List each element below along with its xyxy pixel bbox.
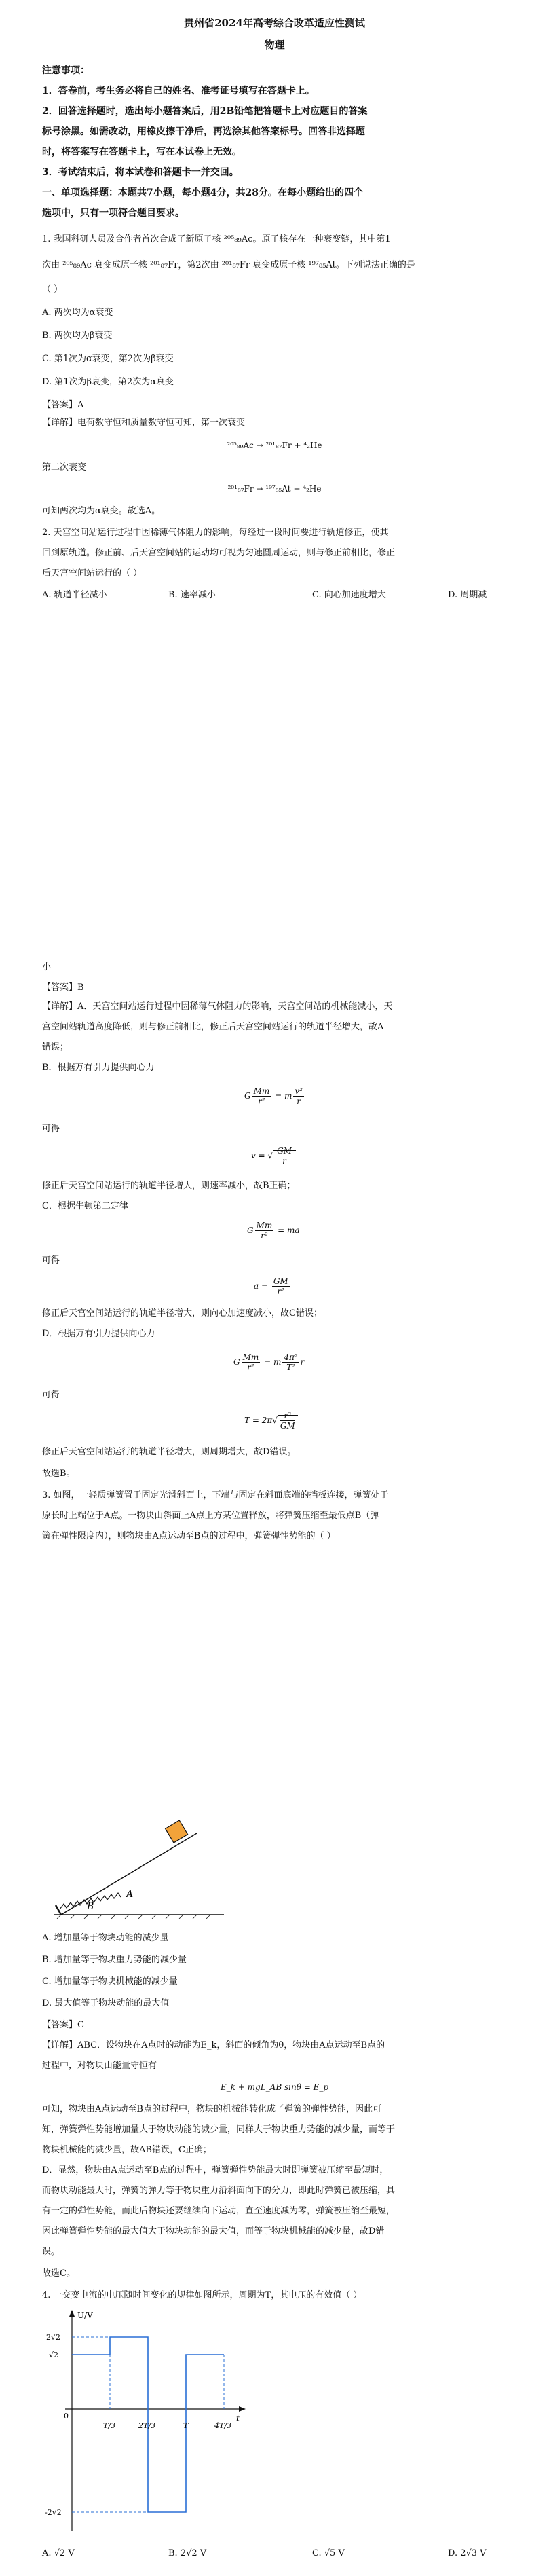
q1-detail: 第二次衰变: [42, 462, 87, 473]
q3-detail: D．显然，物块由A点运动至B点的过程中，弹簧弹性势能最大时即弹簧被压缩至最短时，: [42, 2165, 389, 2175]
section-heading: 一、单项选择题：本题共7小题，每小题4分，共28分。在每小题给出的四个: [42, 187, 363, 198]
q2-option-c: C. 向心加速度增大: [312, 590, 386, 600]
x-tick-t: T: [183, 2421, 189, 2430]
q1-stem: 1. 我国科研人员及合作者首次合成了新原子核 ²⁰⁵₈₉Ac。原子核存在一种衰变链，其中第1: [42, 234, 391, 244]
q3-detail: 可知，物块由A点运动至B点的过程中，物块的机械能转化成了弹簧的弹性势能，因此可: [42, 2104, 381, 2114]
page-title: 贵州省2024年高考综合改革适应性测试: [184, 17, 365, 29]
q3-detail: 【详解】ABC．设物块在A点时的动能为E_k，斜面的倾角为θ，物块由A点运动至B点的: [42, 2040, 385, 2050]
q2-option-d-cont: 小: [42, 962, 52, 972]
y-axis-label: U/V: [77, 2311, 93, 2320]
q3-detail: 有一定的弹性势能，而此后物块还要继续向下运动，直至速度减为零，弹簧被压缩至最短，: [42, 2206, 396, 2216]
q1-option-a: A. 两次均为α衰变: [42, 308, 113, 318]
q2-detail: 可得: [42, 1390, 60, 1400]
q3-detail: 而物块动能最大时，弹簧的弹力等于物块重力沿斜面向下的分力，即此时弹簧已被压缩，具: [42, 2186, 396, 2196]
q2-stem: 后天宫空间站运行的（ ）: [42, 568, 143, 578]
q2-detail: 可得: [42, 1124, 60, 1134]
y-tick-sqrt2: √2: [49, 2351, 59, 2359]
notes-heading: 注意事项：: [42, 65, 90, 76]
q2-detail: 【详解】A．天宫空间站运行过程中因稀薄气体阻力的影响，天宫空间站的机械能减小，天: [42, 1001, 393, 1012]
q1-option-d: D. 第1次为β衰变，第2次为α衰变: [42, 377, 174, 387]
q4-stem: 4. 一交变电流的电压随时间变化的规律如图所示，周期为T，其电压的有效值（ ）: [42, 2290, 362, 2300]
voltage-time-graph: [45, 2307, 248, 2538]
label-a: A: [126, 1889, 134, 1900]
q4-option-c: C. √5 V: [312, 2548, 345, 2558]
q2-detail: 修正后天宫空间站运行的轨道半径增大，则速率减小，故B正确；: [42, 1181, 296, 1191]
q3-option-c: C. 增加量等于物块机械能的减少量: [42, 1976, 178, 1987]
q1-option-b: B. 两次均为β衰变: [42, 331, 113, 341]
q2-detail: 修正后天宫空间站运行的轨道半径增大，则向心加速度减小，故C错误；: [42, 1308, 322, 1319]
q3-option-d: D. 最大值等于物块动能的最大值: [42, 1998, 170, 2008]
q3-detail: 过程中，对物块由能量守恒有: [42, 2061, 157, 2071]
note-line: 时，将答案写在答题卡上，写在本试卷上无效。: [42, 147, 242, 158]
q3-equation: E_k + mgL_AB sinθ = E_p: [220, 2082, 329, 2092]
q2-option-a: A. 轨道半径减小: [42, 590, 107, 600]
q2-formula-speed: v = √ $\frac{GM}{r}$: [251, 1146, 296, 1166]
y-tick-neg2sqrt2: -2√2: [45, 2508, 62, 2517]
q3-detail: 因此弹簧弹性势能的最大值大于物块动能的最大值，而等于物块机械能的减少量，故D错: [42, 2226, 385, 2237]
q4-option-b: B. 2√2 V: [168, 2548, 207, 2558]
q2-formula-t: T = 2π√ $\frac{\text{r³}}{GM}$: [244, 1411, 298, 1431]
x-tick-4t3: 4T/3: [214, 2421, 232, 2430]
q1-detail: 可知两次均为α衰变。故选A。: [42, 506, 161, 516]
q1-stem: （ ）: [42, 284, 63, 295]
q2-detail: 宫空间站轨道高度降低，则与修正前相比，修正后天宫空间站运行的轨道半径增大，故A: [42, 1022, 384, 1032]
q1-answer: 【答案】A: [42, 400, 84, 410]
incline-spring-diagram: [54, 1820, 231, 1921]
q2-option-b: B. 速率减小: [168, 590, 216, 600]
q2-detail: 错误；: [42, 1042, 69, 1052]
q1-detail: 【详解】电荷数守恒和质量数守恒可知，第一次衰变: [42, 418, 246, 428]
q2-formula-newton: G $\frac{Mm}{\text{r²}}$ = ma: [247, 1221, 300, 1240]
section-heading: 选项中，只有一项符合题目要求。: [42, 208, 185, 219]
q3-option-b: B. 增加量等于物块重力势能的减少量: [42, 1955, 187, 1965]
q2-detail: 可得: [42, 1255, 60, 1266]
q1-stem: 次由 ²⁰⁵₈₉Ac 衰变成原子核 ²⁰¹₈₇Fr，第2次由 ²⁰¹₈₇Fr 衰变成原子核 ¹⁹⁷₈₅At。下列说法正确的是: [42, 260, 415, 270]
origin-label: 0: [64, 2412, 69, 2421]
q2-detail: 修正后天宫空间站运行的轨道半径增大，则周期增大，故D错误。: [42, 1447, 297, 1457]
q4-option-a: A. √2 V: [42, 2548, 75, 2558]
q2-stem: 回到原轨道。修正前、后天宫空间站的运动均可视为匀速圆周运动，则与修正前相比，修正: [42, 548, 396, 558]
q3-answer: 【答案】C: [42, 2020, 84, 2030]
note-line: 标号涂黑。如需改动，用橡皮擦干净后，再选涂其他答案标号。回答非选择题: [42, 126, 365, 137]
y-tick-2sqrt2: 2√2: [46, 2333, 61, 2342]
note-line: 3．考试结束后，将本试卷和答题卡一并交回。: [42, 167, 239, 178]
q1-option-c: C. 第1次为α衰变，第2次为β衰变: [42, 354, 174, 364]
q2-formula-period: G $\frac{Mm}{\text{r²}}$ = m $\frac{\text{4π²}}{\text{T²}}$ r: [233, 1353, 305, 1372]
q3-detail: 物块机械能的减少量，故AB错误，C正确；: [42, 2145, 212, 2155]
q2-formula-acc: a = $\frac{GM}{\text{r²}}$: [254, 1276, 288, 1296]
q2-detail: C．根据牛顿第二定律: [42, 1201, 128, 1211]
note-line: 2．回答选择题时，选出每小题答案后，用2B铅笔把答题卡上对应题目的答案: [42, 106, 368, 117]
q2-detail: 故选B。: [42, 1469, 75, 1479]
q2-formula-gravity: G $\frac{Mm}{\text{r²}}$ = m $\frac{\text{v²}}{r}$: [244, 1086, 303, 1106]
q3-stem: 簧在弹性限度内），则物块由A点运动至B点的过程中，弹簧弹性势能的（ ）: [42, 1531, 336, 1541]
label-b: B: [87, 1901, 94, 1912]
note-line: 1．答卷前，考生务必将自己的姓名、准考证号填写在答题卡上。: [42, 86, 315, 96]
q3-detail: 故选C。: [42, 2268, 75, 2279]
q2-stem: 2. 天宫空间站运行过程中因稀薄气体阻力的影响，每经过一段时间要进行轨道修正，使其: [42, 528, 389, 538]
q4-option-d: D. 2√3 V: [448, 2548, 487, 2558]
q2-detail: B．根据万有引力提供向心力: [42, 1063, 155, 1073]
x-tick-t3: T/3: [103, 2421, 116, 2430]
q2-option-d: D. 周期减: [448, 590, 487, 600]
q2-detail: D．根据万有引力提供向心力: [42, 1329, 155, 1339]
x-axis-label: t: [236, 2414, 240, 2423]
q3-detail: 知，弹簧弹性势能增加量大于物块动能的减少量，同样大于物块重力势能的减少量，而等于: [42, 2124, 396, 2135]
q3-option-a: A. 增加量等于物块动能的减少量: [42, 1933, 169, 1943]
q3-stem: 3. 如图，一轻质弹簧置于固定光滑斜面上，下端与固定在斜面底端的挡板连接，弹簧处于: [42, 1490, 389, 1501]
q1-equation-2: ²⁰¹₈₇Fr → ¹⁹⁷₈₅At + ⁴₂He: [227, 484, 322, 494]
subject-title: 物理: [264, 39, 285, 51]
q1-equation-1: ²⁰⁵₈₉Ac → ²⁰¹₈₇Fr + ⁴₂He: [227, 441, 322, 450]
q3-detail: 误。: [42, 2247, 60, 2257]
q3-stem: 原长时上端位于A点。一物块由斜面上A点上方某位置释放，将弹簧压缩至最低点B（弹: [42, 1511, 379, 1521]
x-tick-2t3: 2T/3: [138, 2421, 156, 2430]
q2-answer: 【答案】B: [42, 982, 84, 993]
